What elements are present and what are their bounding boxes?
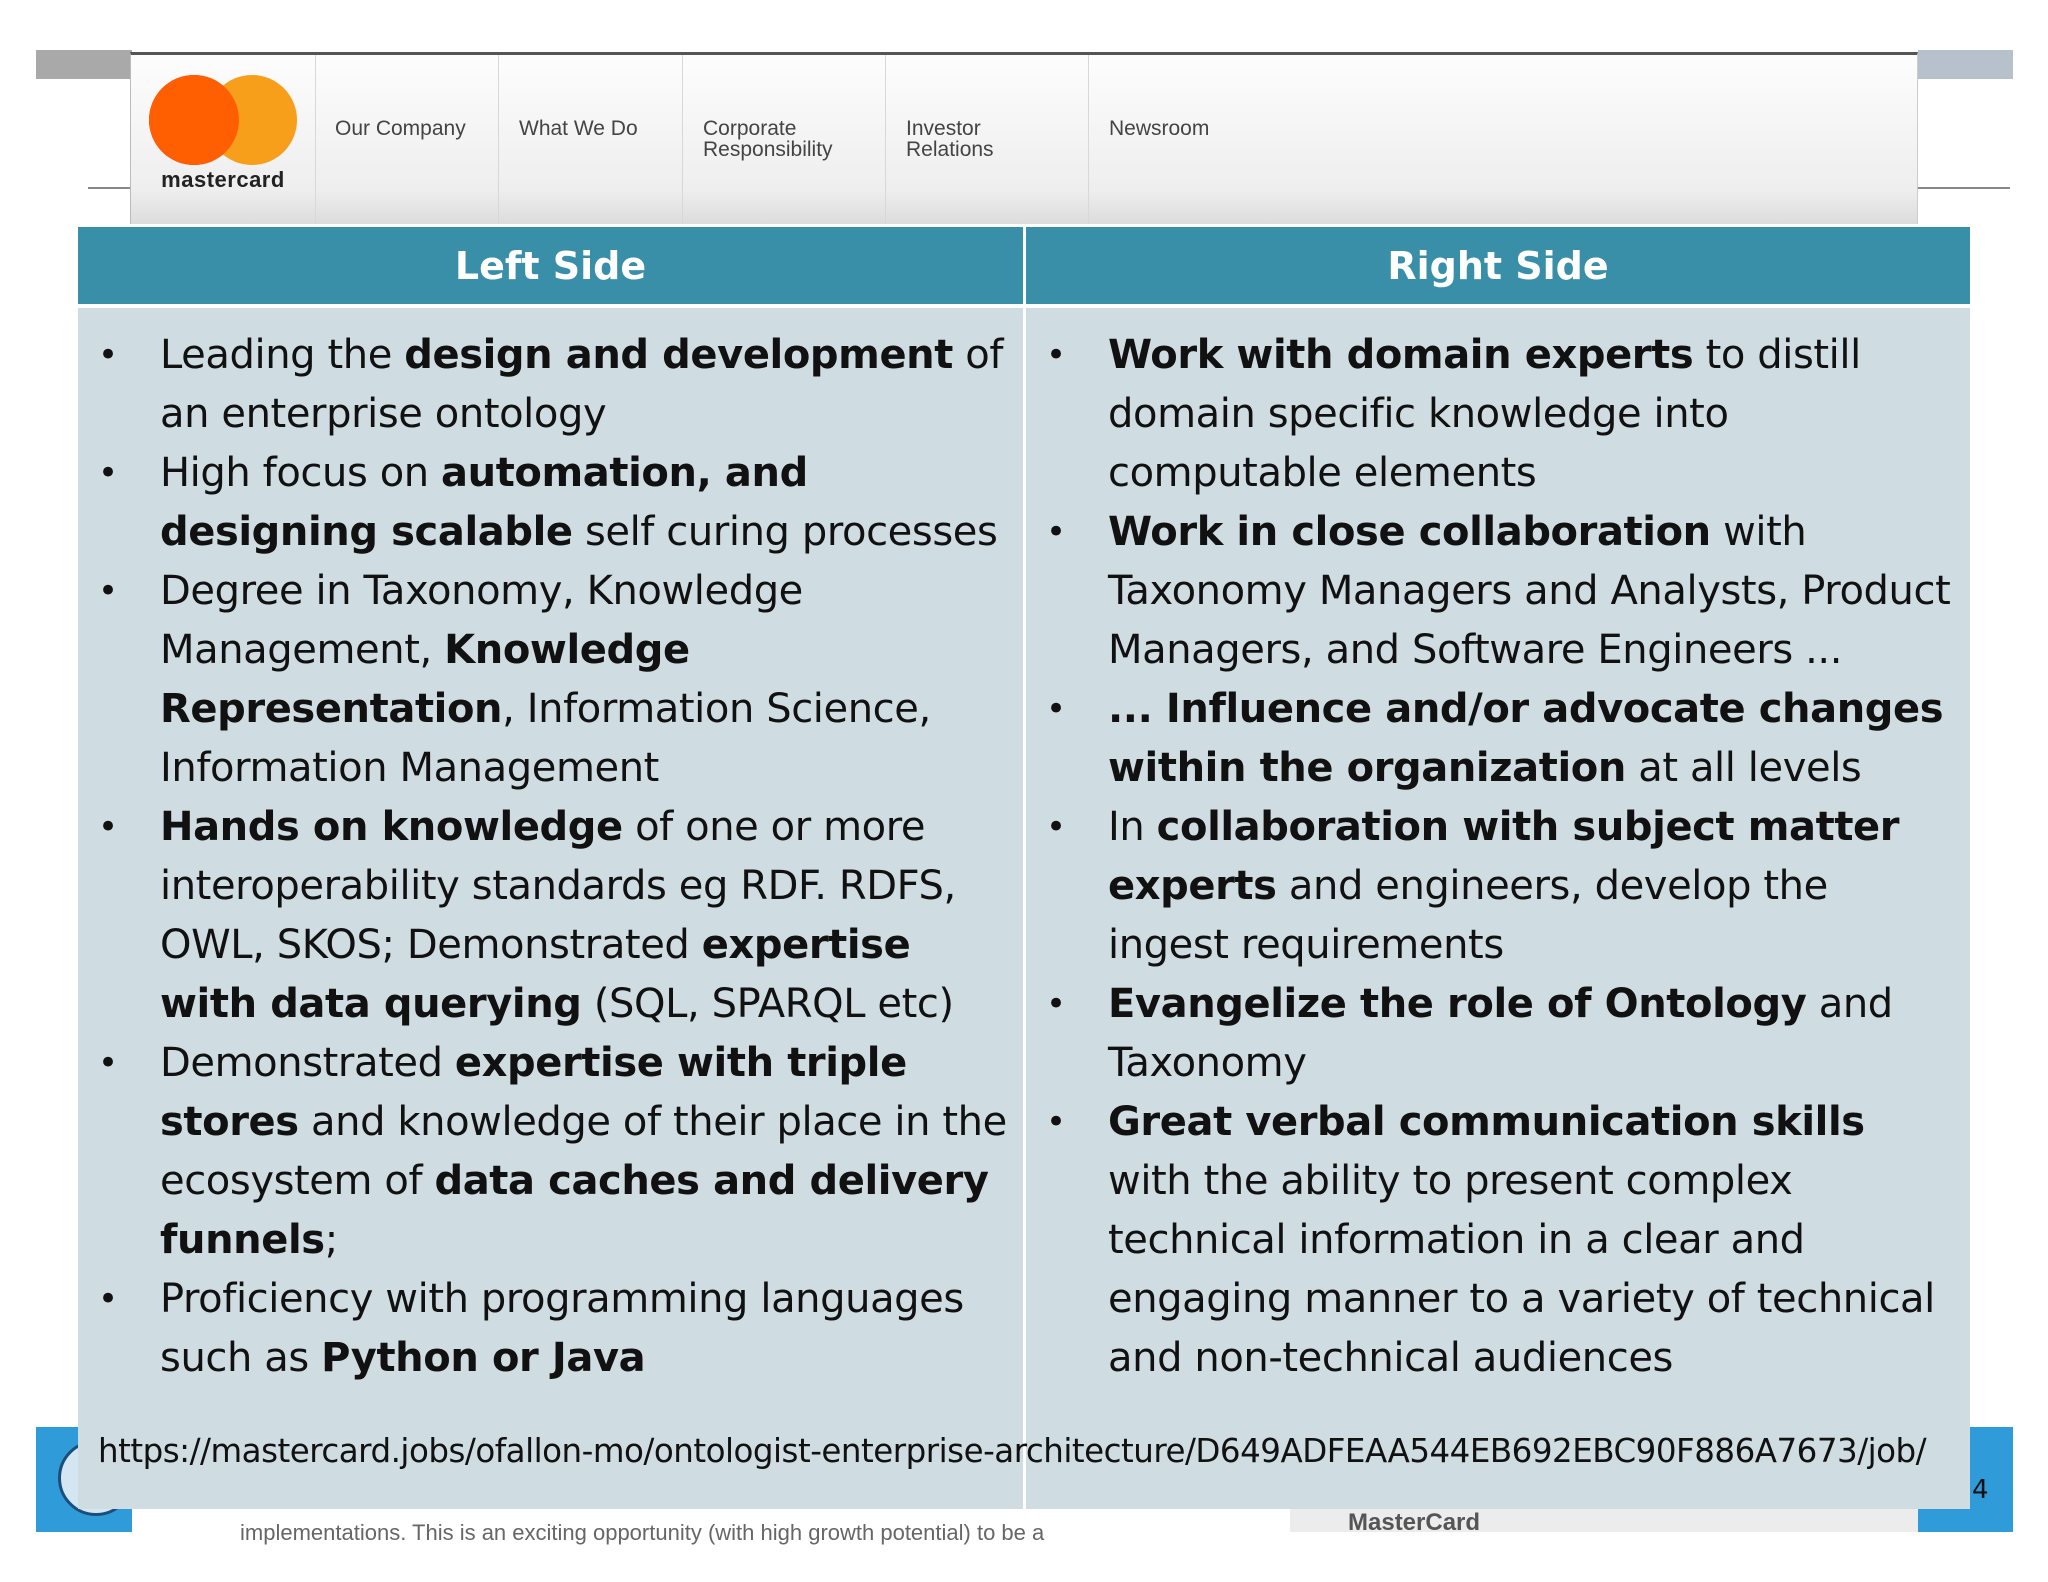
column-separator bbox=[1023, 227, 1026, 1509]
text: of one or more interoperability standards eg RDF. RDFS, OWL, SKOS; Demonstrated bbox=[160, 804, 956, 968]
text: at all levels bbox=[1625, 745, 1862, 791]
top-bar-right bbox=[1918, 50, 2013, 79]
bold-text: Evangelize the role of Ontology bbox=[1108, 981, 1807, 1027]
page-number: 4 bbox=[1972, 1475, 1989, 1505]
bottom-brand-label: MasterCard bbox=[1348, 1509, 1481, 1536]
bullet-dot-icon: • bbox=[98, 1043, 118, 1083]
nav-label: Newsroom bbox=[1109, 117, 1210, 140]
nav-label: What We Do bbox=[519, 117, 638, 140]
logo-overlap-icon bbox=[207, 75, 239, 165]
bullet-dot-icon: • bbox=[1046, 335, 1066, 375]
bold-text: Work in close collaboration bbox=[1108, 509, 1711, 555]
text: (SQL, SPARQL etc) bbox=[581, 981, 954, 1027]
logo-wordmark: mastercard bbox=[161, 167, 285, 192]
bullet-item bbox=[78, 444, 1023, 562]
bold-text: data caches and delivery funnels bbox=[160, 1158, 989, 1263]
left-side-header: Left Side bbox=[78, 227, 1023, 304]
nav-label-line1: Investor bbox=[906, 117, 981, 140]
bold-text: Hands on knowledge bbox=[160, 804, 623, 850]
source-url[interactable]: https://mastercard.jobs/ofallon-mo/ontologist-enterprise-architecture/D649ADFEAA544EB692EBC90F886A7673/job/ bbox=[98, 1432, 1927, 1470]
text: and Taxonomy bbox=[1108, 981, 1893, 1086]
comparison-table bbox=[78, 227, 1970, 1509]
text: and knowledge of their place in the ecosystem of bbox=[160, 1099, 1007, 1204]
text: Proficiency with programming languages such as bbox=[160, 1276, 964, 1381]
bold-text: Work with domain experts bbox=[1108, 332, 1694, 378]
mastercard-logo bbox=[131, 55, 316, 224]
text: with Taxonomy Managers and Analysts, Product Managers, and Software Engineers ... bbox=[1108, 509, 1951, 673]
bullet-dot-icon: • bbox=[98, 807, 118, 847]
bullet-dot-icon: • bbox=[1046, 984, 1066, 1024]
text: High focus on bbox=[160, 450, 442, 496]
text: to distill domain specific knowledge into computable elements bbox=[1108, 332, 1861, 496]
left-side-cell bbox=[78, 308, 1023, 1509]
rule-right bbox=[1918, 187, 2010, 189]
nav-item-newsroom[interactable] bbox=[1089, 55, 1289, 224]
bold-text: ... Influence and/or advocate changes within the organization bbox=[1108, 686, 1944, 791]
text: , Information Science, Information Management bbox=[160, 686, 931, 791]
bullet-item bbox=[78, 1034, 1023, 1270]
rule-left bbox=[88, 187, 132, 189]
bold-text: design and development bbox=[404, 332, 953, 378]
bold-text: expertise with triple stores bbox=[160, 1040, 907, 1145]
bullet-dot-icon: • bbox=[98, 1279, 118, 1319]
bullet-item bbox=[78, 1270, 1023, 1388]
bullet-item bbox=[1026, 503, 1970, 680]
nav-label-line1: Corporate bbox=[703, 117, 797, 140]
cut-off-text: implementations. This is an exciting opportunity (with high growth potential) to be a bbox=[240, 1520, 1045, 1545]
right-side-header: Right Side bbox=[1026, 227, 1970, 304]
bullet-dot-icon: • bbox=[98, 571, 118, 611]
text: and engineers, develop the ingest requirements bbox=[1108, 863, 1828, 968]
bullet-dot-icon: • bbox=[1046, 1102, 1066, 1142]
bullet-dot-icon: • bbox=[1046, 512, 1066, 552]
text: Demonstrated bbox=[160, 1040, 455, 1086]
nav-item-our-company[interactable] bbox=[315, 55, 499, 224]
bullet-item bbox=[1026, 975, 1970, 1093]
text: ; bbox=[324, 1217, 338, 1263]
bold-text: Knowledge Representation bbox=[160, 627, 690, 732]
bullet-item bbox=[78, 326, 1023, 444]
bullet-dot-icon: • bbox=[1046, 689, 1066, 729]
bullet-item bbox=[78, 798, 1023, 1034]
bullet-dot-icon: • bbox=[98, 453, 118, 493]
bold-text: collaboration with subject matter experts bbox=[1108, 804, 1900, 909]
bold-text: Python or Java bbox=[321, 1335, 646, 1381]
bullet-dot-icon: • bbox=[1046, 807, 1066, 847]
nav-label-line2: Relations bbox=[906, 138, 994, 161]
nav-label: Our Company bbox=[335, 117, 466, 140]
nav-item-investor-relations[interactable] bbox=[886, 55, 1089, 224]
bold-text: Great verbal communication skills bbox=[1108, 1099, 1865, 1145]
bullet-dot-icon: • bbox=[98, 335, 118, 375]
text: self curing processes bbox=[572, 509, 998, 555]
bullet-item bbox=[1026, 798, 1970, 975]
nav-item-what-we-do[interactable] bbox=[499, 55, 683, 224]
right-bullet-list bbox=[1026, 326, 1970, 1388]
bullet-item bbox=[1026, 680, 1970, 798]
right-side-cell bbox=[1026, 308, 1970, 1509]
mastercard-nav-screenshot bbox=[130, 52, 1918, 224]
left-bullet-list bbox=[78, 326, 1023, 1388]
text: with the ability to present complex technical information in a clear and engaging manner to a variety of technical and non-technical audiences bbox=[1108, 1158, 1935, 1381]
nav-item-corporate-responsibility[interactable] bbox=[683, 55, 886, 224]
bullet-item bbox=[1026, 326, 1970, 503]
bold-text: automation, and designing scalable bbox=[160, 450, 808, 555]
text: In bbox=[1108, 804, 1157, 850]
bullet-item bbox=[1026, 1093, 1970, 1388]
text: Leading the bbox=[160, 332, 405, 378]
text: Degree in Taxonomy, Knowledge Management, bbox=[160, 568, 803, 673]
text: of an enterprise ontology bbox=[160, 332, 1004, 437]
bold-text: expertise with data querying bbox=[160, 922, 911, 1027]
bullet-item bbox=[78, 562, 1023, 798]
top-bar-left bbox=[36, 50, 132, 79]
nav-label-line2: Responsibility bbox=[703, 138, 833, 161]
